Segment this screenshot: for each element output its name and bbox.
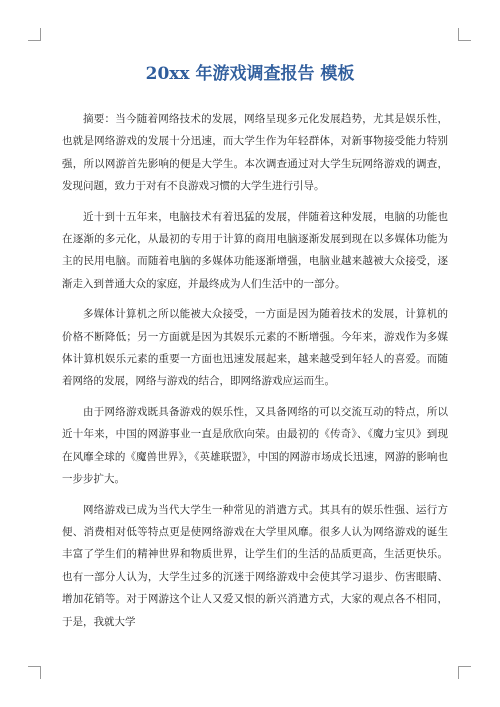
- crop-mark-bottom-left: [28, 666, 41, 679]
- paragraph: 网络游戏已成为当代大学生一种常见的消遣方式。其具有的娱乐性强、运行方便、消费相对低等特点更是使网络游戏在大学里风靡。很多人认为网络游戏的诞生丰富了学生们的精神世界和物质世界，让学生们的生活的品质更高，生活更快乐。也有一部分人认为，大学生过多的沉迷于网络游戏中会使其学习退步、伤害眼睛、增加花销等。对于网游这个让人又爱又恨的新兴消遣方式，大家的观点各不相同，于是，我就大学: [62, 503, 448, 628]
- crop-mark-top-left: [28, 28, 41, 41]
- crop-mark-bottom-right: [458, 666, 471, 679]
- paragraph: 多媒体计算机之所以能被大众接受，一方面是因为随着技术的发展，计算机的价格不断降低；另一方面就是因为其娱乐元素的不断增强。今年来，游戏作为多媒体计算机娱乐元素的重要一方面也迅速发展起来，越来越受到年轻人的喜爱。而随着网络的发展，网络与游戏的结合，即网络游戏应运而生。: [62, 308, 448, 388]
- crop-mark-top-right: [458, 28, 471, 41]
- document-title: 20xx 年游戏调查报告 模板: [145, 64, 355, 84]
- paragraph-abstract: 摘要：当今随着网络技术的发展，网络呈现多元化发展趋势，尤其是娱乐性，也就是网络游戏的发展十分迅速，而大学生作为年轻群体，对新事物接受能力特别强，所以网游首先影响的便是大学生。本次调查通过对大学生玩网络游戏的调查，发现问题，致力于对有不良游戏习惯的大学生进行引导。: [62, 113, 448, 193]
- paragraph: 近十到十五年来，电脑技术有着迅猛的发展，伴随着这种发展，电脑的功能也在逐渐的多元化，从最初的专用于计算的商用电脑逐渐发展到现在以多媒体功能为主的民用电脑。而随着电脑的多媒体功能逐渐增强，电脑业越来越被大众接受，逐渐走入到普通大众的家庭，并最终成为人们生活中的一部分。: [62, 210, 448, 290]
- document-body: [62, 108, 448, 641]
- paragraph: 由于网络游戏既具备游戏的娱乐性，又具备网络的可以交流互动的特点，所以近十年来，中国的网游事业一直是欣欣向荣。由最初的《传奇》、《魔力宝贝》到现在风靡全球的《魔兽世界》，《英雄联盟》，中国的网游市场成长迅速，网游的影响也一步步扩大。: [62, 405, 448, 486]
